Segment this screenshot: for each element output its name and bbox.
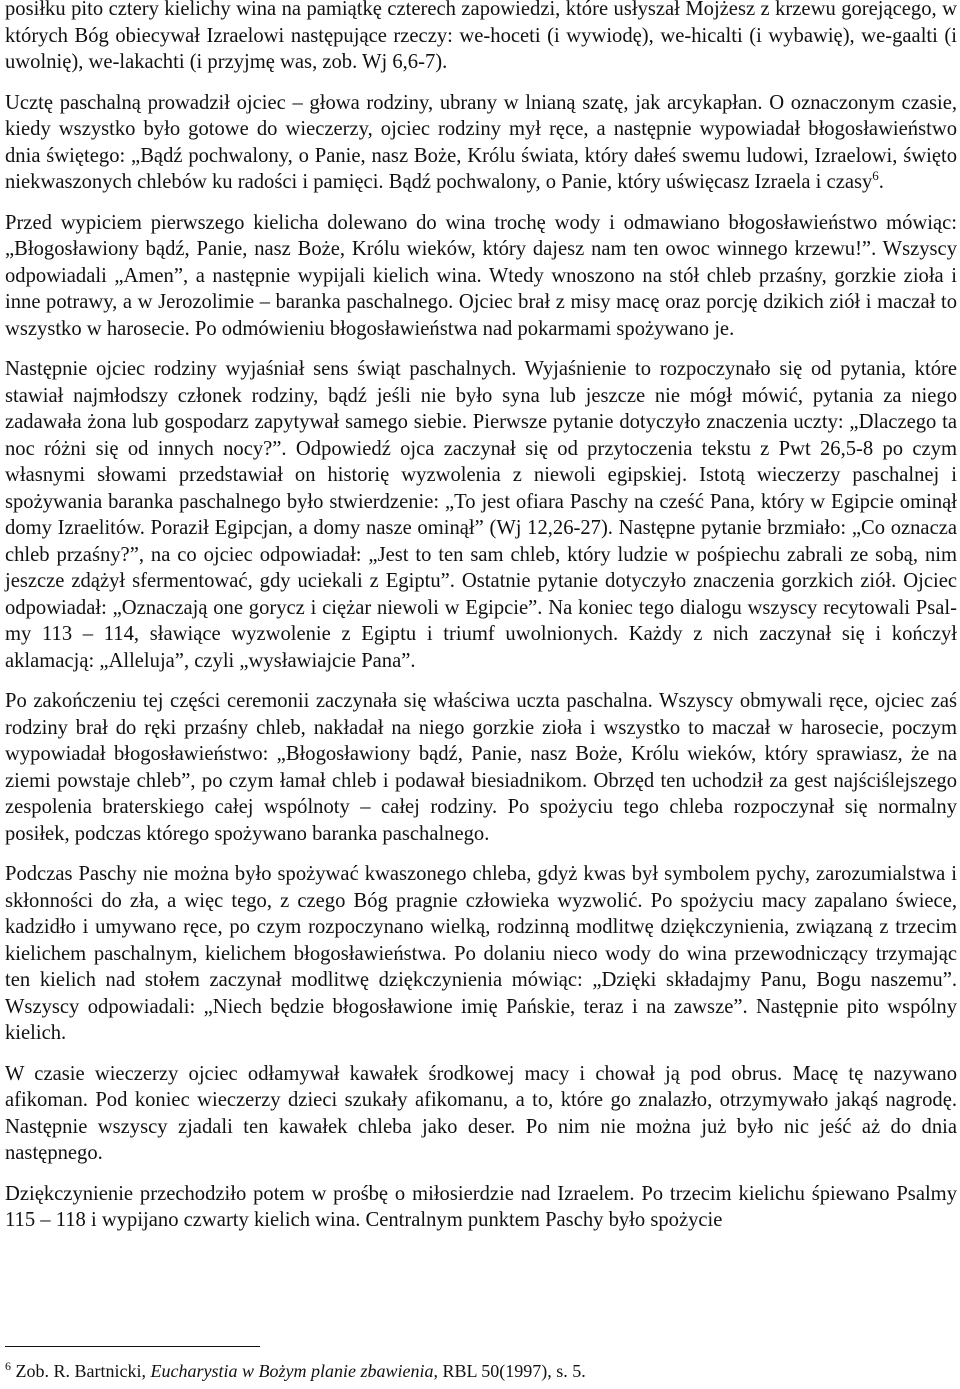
paragraph-four-cups: posiłku pito cztery kielichy wina na pamiątkę czterech zapowiedzi, które usłyszał Mojżesz z krzewu gorejącego, w których Bóg obiecywał Izraelowi następujące rzeczy: we-hoceti (i wywiodę), we-hicalti (i wybawię), we-gaalti (i uwolnię), we-lakachti (i przyjmę was, zob. Wj 6,6-7).: [5, 0, 957, 73]
paragraph-meaning-of-feast: Następnie ojciec rodziny wyjaśniał sens świąt paschalnych. Wyjaśnienie to rozpoczynało się od pytania, które stawiał najmłodszy członek rodziny, bądź jeśli nie było syna lub jeszcze nie mógł mówić, pytania za niego zadawała żona lub gospodarz zapytywał samego siebie. Pierwsze pytanie dotyczyło znaczenia uczty: „Dlaczego ta noc różni się od innych nocy?”. Odpowiedź ojca zaczynał się od przytoczenia tekstu z Pwt 26,5-8 po czym własnymi słowami przedstawiał on historię wyzwolenia z niewoli egipskiej. Istotą wieczerzy paschalnej i spożywania baranka paschalnego było stwierdzenie: „To jest ofiara Paschy na cześć Pana, który w Egipcie ominął domy Izraelitów. Poraził Egipcjan, a domy nasze ominął” (Wj 12,26-27). Następne pytanie brzmiało: „Co oznacza chleb przaśny?”, na co ojciec odpowiadał: „Jest to ten sam chleb, który ludzie w pośpiechu zabrali ze sobą, nim jeszcze zdążył sfermentować, gdy uciekali z Egiptu”. Ostatnie pytanie dotyczyło znaczenia gorzkich ziół. Ojciec odpowiadał: „Oznaczają one gorycz i ciężar niewoli w Egipcie”. Na koniec tego dialogu wszyscy recytowali Psalmy 113 – 114, sławiące wyzwolenie z Egiptu i triumf uwolnionych. Każdy z nich zaczynał się i kończył aklamacją: „Alleluja”, czyli „wysławiajcie Pana”.: [5, 358, 957, 672]
footnote: [5, 1359, 957, 1383]
footnote-suffix: , RBL 50(1997), s. 5.: [433, 1361, 586, 1381]
footnote-separator: [5, 1346, 260, 1347]
paragraph-first-cup: Przed wypiciem pierwszego kielicha dolewano do wina trochę wody i odmawiano błogosławieństwo mówiąc: „Błogosławiony bądź, Panie, nasz Boże, Królu wieków, który dajesz nam ten owoc winnego krzewu!”. Wszyscy odpowiadali „Amen”, a następnie wypijali kielich wina. Wtedy wnoszono na stół chleb przaśny, gorzkie zioła i inne potrawy, a w Jerozolimie – baranka paschalnego. Ojciec brał z misy macę oraz porcję dzikich ziół i maczał to wszystko w harosecie. Po odmówieniu błogosławieństwa nad pokarmami spożywano je.: [5, 211, 957, 340]
paragraph-afikoman: W czasie wieczerzy ojciec odłamywał kawałek środkowej macy i chował ją pod obrus. Macę tę nazywano afikoman. Pod koniec wieczerzy dzieci szukały afikomanu, a to, które go znalazło, otrzymywało jakąś nagrodę. Następnie wszyscy zjadali ten kawałek chleba jako deser. Po nim nie można już było nic jeść aż do dnia następnego.: [5, 1062, 957, 1164]
footnote-area: [5, 1346, 957, 1383]
paragraph-leaven: Podczas Paschy nie można było spożywać kwaszonego chleba, gdyż kwas był symbolem pychy, zarozumialstwa i skłonności do zła, a więc tego, z czego Bóg pragnie człowieka wyzwolić. Po spożyciu macy zapalano świece, kadzidło i umywano ręce, po czym rozpoczynano wielką, rodzinną modlitwę dziękczynienia, związaną z trzecim kielichem paschalnym, kielichem błogosławieństwa. Po dolaniu nieco wody do wina przewodniczący trzymając ten kielich nad stołem zaczynał modlitwę dziękczynienia mówiąc: „Dzięki składajmy Panu, Bogu naszemu”. Wszyscy odpowiadali: „Niech będzie błogosławione imię Pańskie, teraz i na zawsze”. Następnie pito wspólny kielich.: [5, 863, 957, 1044]
footnote-number: 6: [5, 1359, 11, 1373]
paragraph-thanksgiving: Dziękczynienie przechodziło potem w prośbę o miłosierdzie nad Izraelem. Po trzecim kielichu śpiewano Psalmy 115 – 118 i wypijano czwarty kielich wina. Centralnym punktem Paschy było spożycie: [5, 1182, 957, 1231]
footnote-prefix: Zob. R. Bartnicki,: [11, 1361, 151, 1381]
document-page: [5, 0, 957, 1248]
paragraph-proper-meal: Po zakończeniu tej części ceremonii zaczynała się właściwa uczta paschalna. Wszyscy obmywali ręce, ojciec zaś rodziny brał do ręki przaśny chleb, nakładał na niego gorzkie zioła i wszystko to maczał w harosecie, poczym wypowiadał błogosławieństwo: „Błogosławiony bądź, Panie, nasz Boże, Królu wieków, który sprawiasz, że na ziemi powstaje chleb”, po czym łamał chleb i podawał biesiadnikom. Obrzęd ten uchodził za gest najściślejszego zespolenia braterskiego całej wspólnoty – całej rodziny. Po spożyciu tego chleba rozpoczynał się normalny posiłek, podczas którego spożywano baranka paschalnego.: [5, 690, 957, 845]
footnote-reference: 6: [872, 168, 879, 183]
paragraph-paschal-meal: [5, 90, 957, 196]
paragraph-paschal-meal-text: Ucztę paschalną prowadził ojciec – głowa rodziny, ubrany w lnianą szatę, jak arcykapłan. O oznaczonym czasie, kiedy wszystko było gotowe do wieczerzy, ojciec rodziny mył ręce, a następnie wypowiadał błogosławieństwo dnia świętego: „Bądź pochwalony, o Panie, nasz Boże, Królu świata, który dałeś swemu ludowi, Izraelowi, święto niekwaszonych chlebów ku radości i pamięci. Bądź pochwalony, o Panie, który uświęcasz Izraela i czasy: [5, 91, 957, 193]
footnote-book-title: Eucharystia w Bożym planie zbawienia: [150, 1361, 434, 1381]
paragraph-paschal-meal-end: .: [878, 171, 884, 193]
